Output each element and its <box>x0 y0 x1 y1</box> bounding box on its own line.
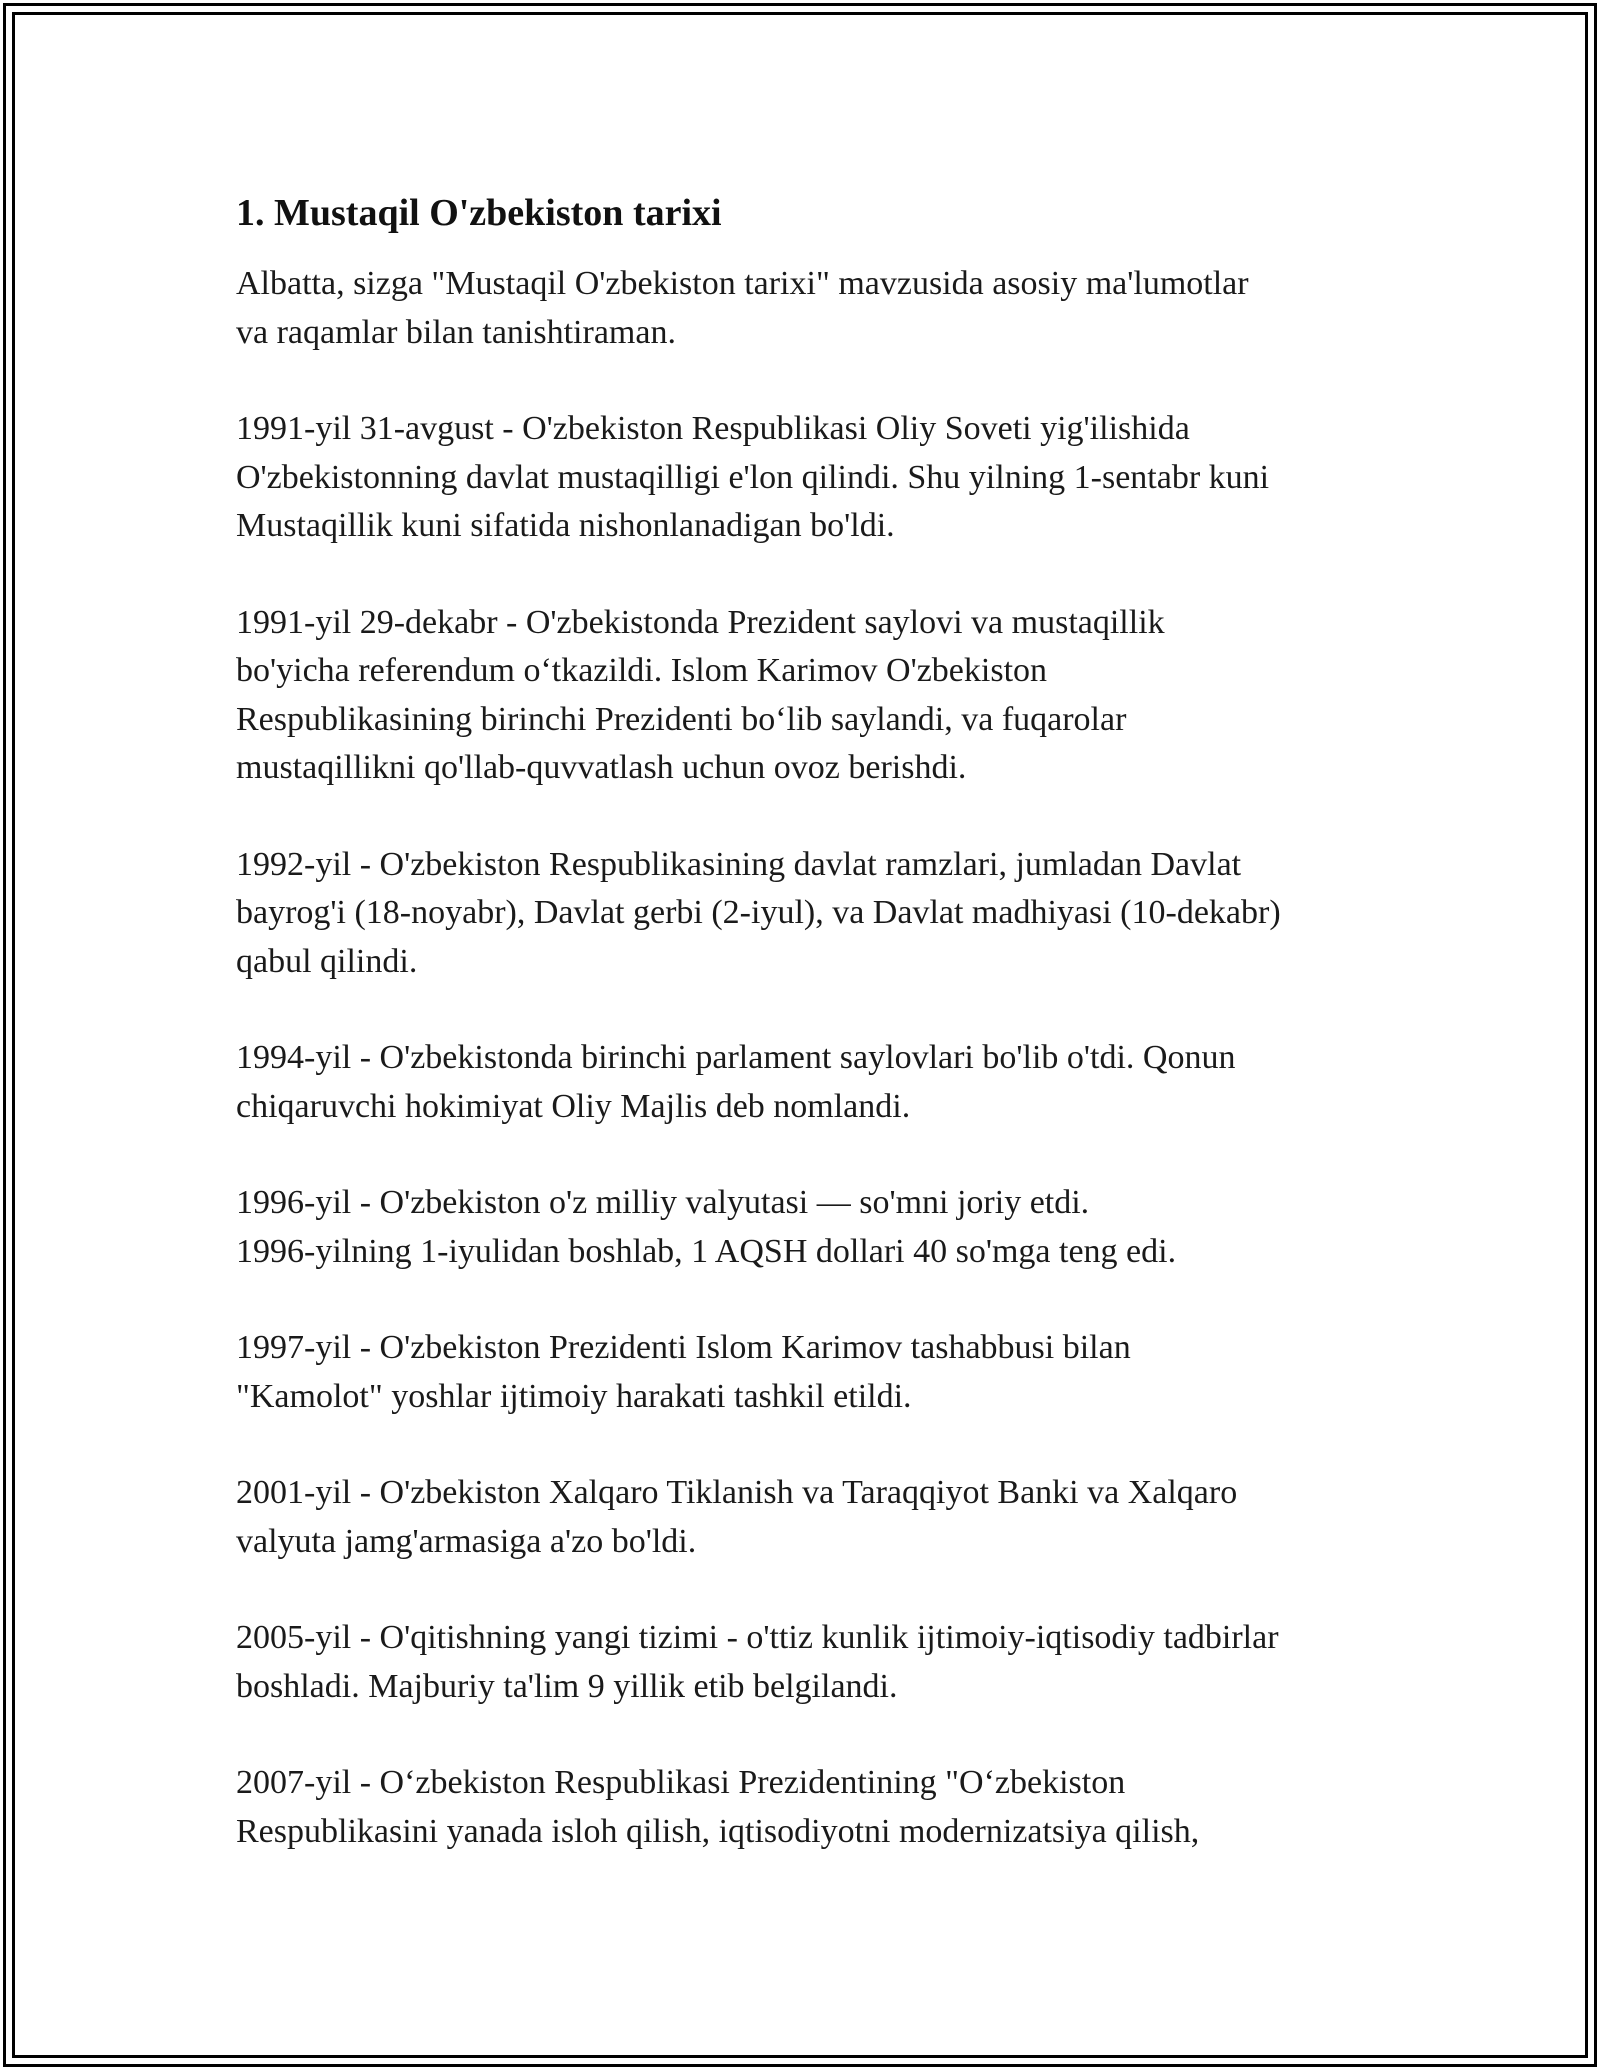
paragraph-2005: 2005-yil - O'qitishning yangi tizimi - o'ttiz kunlik ijtimoiy-iqtisodiy tadbirlar boshladi. Majburiy ta'lim 9 yillik etib belgilandi. <box>236 1619 1279 1705</box>
document-title: 1. Mustaqil O'zbekiston tarixi <box>236 192 722 234</box>
paragraph-1991-december: 1991-yil 29-dekabr - O'zbekistonda Prezident saylovi va mustaqillik bo'yicha referendum oʻtkazildi. Islom Karimov O'zbekiston Respublikasining birinchi Prezidenti boʻlib saylandi, va fuqarolar mustaqillikni qo'llab-quvvatlash uchun ovoz berishdi. <box>236 603 1165 786</box>
intro-paragraph: Albatta, sizga "Mustaqil O'zbekiston tarixi" mavzusida asosiy ma'lumotlar va raqamlar bilan tanishtiraman. <box>236 265 1249 351</box>
paragraph-1991-august: 1991-yil 31-avgust - O'zbekiston Respublikasi Oliy Soveti yig'ilishida O'zbekistonning davlat mustaqilligi e'lon qilindi. Shu yilning 1-sentabr kuni Mustaqillik kuni sifatida nishonlanadigan bo'ldi. <box>236 410 1270 544</box>
paragraph-1996: 1996-yil - O'zbekiston o'z milliy valyutasi — so'mni joriy etdi. 1996-yilning 1-iyulidan boshlab, 1 AQSH dollari 40 so'mga teng edi. <box>236 1184 1177 1270</box>
paragraph-2001: 2001-yil - O'zbekiston Xalqaro Tiklanish va Taraqqiyot Banki va Xalqaro valyuta jamg'armasiga a'zo bo'ldi. <box>236 1474 1238 1560</box>
paragraph-1997: 1997-yil - O'zbekiston Prezidenti Islom Karimov tashabbusi bilan "Kamolot" yoshlar ijtimoiy harakati tashkil etildi. <box>236 1329 1131 1415</box>
document-body <box>236 188 1386 1904</box>
paragraph-1992: 1992-yil - O'zbekiston Respublikasining davlat ramzlari, jumladan Davlat bayrog'i (18-noyabr), Davlat gerbi (2-iyul), va Davlat madhiyasi (10-dekabr) qabul qilindi. <box>236 845 1281 980</box>
paragraph-1994: 1994-yil - O'zbekistonda birinchi parlament saylovlari bo'lib o'tdi. Qonun chiqaruvchi hokimiyat Oliy Majlis deb nomlandi. <box>236 1039 1236 1125</box>
paragraph-2007: 2007-yil - Oʻzbekiston Respublikasi Prezidentining "Oʻzbekiston Respublikasini yanada isloh qilish, iqtisodiyotni modernizatsiya qilish, <box>236 1764 1200 1850</box>
